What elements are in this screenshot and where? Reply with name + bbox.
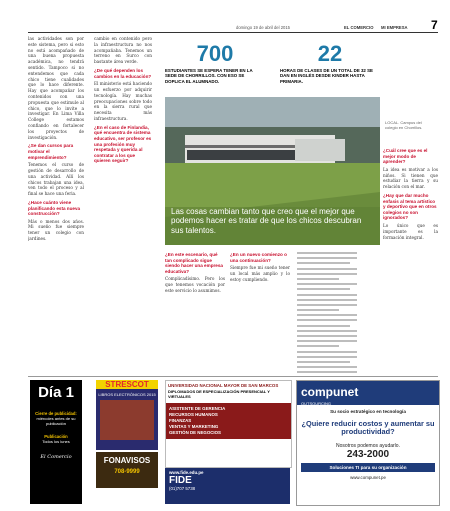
col4-question-2: ¿Hay que dar mucho enfasis al tema artístico y deportivo que en otros colegios no son ignorados? (383, 192, 437, 221)
col3-answer-2: Siempre fue mi sueño tener un local más amplio y lo estoy cumpliendo. (230, 265, 290, 282)
compunet-phone: 243-2000 (346, 448, 390, 460)
col3-question-2: ¿En un nuevo comienzo o una continuación? (230, 252, 287, 263)
uni-title: UNIVERSIDAD NACIONAL MAYOR DE SAN MARCOS (168, 383, 279, 388)
compunet-web: www.compunet.pe (350, 474, 386, 480)
ad-fonavisos[interactable] (96, 452, 158, 488)
header-paper: EL COMERCIO (344, 25, 374, 30)
uni-item-4: VENTAS Y MARKETING (169, 424, 219, 429)
fide-title: FIDE (169, 475, 192, 486)
uni-items (166, 403, 291, 439)
stat2-number: 22 (317, 41, 343, 66)
compunet-tagline: Su socio estratégico en tecnología (330, 409, 406, 414)
school-photo (165, 97, 380, 245)
dia1-brand: El Comercio (40, 454, 72, 460)
strescot-visual (100, 400, 154, 440)
col1-answer-1: Tenemos el curso de gestión de desarrollo de una actividad. Allí los chicos trabajan una idea, ven todo el proceso y al final se hace una feria. (28, 162, 84, 197)
compunet-subtitle: OUTSOURCING (301, 401, 331, 406)
col1-question-1: ¿Se dan cursos para motivar el emprendimiento? (28, 143, 74, 160)
uni-subtitle: DIPLOMADOS DE ESPECIALIZACIÓN PRESENCIAL Y VIRTUALES (168, 389, 270, 399)
column-3 (165, 252, 225, 373)
stat-700 (165, 42, 265, 92)
column-2 (94, 36, 152, 373)
stat1-number: 700 (196, 41, 234, 66)
compunet-cta: Nosotros podemos ayudarlo. (336, 442, 400, 449)
fonavisos-phone: 708-9999 (114, 469, 140, 475)
col2-question-2: ¿En el caso de Finlandia, qué encuentra de sistema educativo, ser profesor es una profesión muy respetada y querida al contratar a los que quieren seguir? (94, 124, 152, 164)
stat2-text: HORAS DE CLASES DE UN TOTAL DE 32 SE DAN EN INGLÉS DESDE KINDER HASTA PRIMARIA. (280, 68, 373, 84)
strescot-text: LIBROS ELECTRÓNICOS 2015 (98, 392, 156, 397)
dia1-publication-detail: Todos los lunes (42, 439, 70, 444)
col1-intro: las actividades son por este sistema, pero si esto no está acompañado de una buena propuesta académica, no tendrá sentido. Tampoco si no entendemos que cada chico tiene cualidades que lo hace diferente. Hay que acompañar los contenidos con una propuesta que estimule al chico, que lo invite a investigar. En Lima Villa College estamos confiando en fortalecer los proyectos de investigación. (28, 36, 84, 140)
header-date: domingo 19 de abril del 2015 (236, 25, 291, 30)
column-4 (383, 148, 438, 373)
uni-item-3: FINANZAS (169, 418, 192, 423)
col2-answer-1: El ministerio está haciendo un esfuerzo por adquirir tecnología. Hay muchas preocupaciones sobre todo en la sierra rural que necesita más infraestructura. (94, 81, 152, 121)
column-1 (28, 36, 84, 373)
compunet-solutions: Soluciones TI para su organización (301, 463, 435, 472)
column-3c-text (297, 252, 357, 373)
ad-university[interactable] (165, 380, 292, 468)
col1-question-2: ¿Hace cuánto viene planificando esta nueva construcción? (28, 199, 81, 217)
compunet-logo: compunet (301, 385, 359, 399)
uni-item-1: ASISTENTE DE GERENCIA (169, 406, 226, 411)
col3-answer-1: Complicadísimo. Pero los que tenemos vocación por este servicio lo asumimos. (165, 276, 225, 293)
strescot-title: STRESCOT (96, 380, 158, 389)
stat-22 (280, 42, 380, 92)
dia1-title: Día 1 (38, 384, 74, 401)
fonavisos-title: FONAVISOS (103, 456, 151, 465)
col4-answer-1: La idea es motivar a los niños. Si tienen que estudiar la tierra y su relación con el mar. (383, 166, 438, 190)
stat1-text: ESTUDIANTES SE ESPERA TENER EN LA SEDE DE CHORRILLOS. CON ESO SE DOPLICA EL ALUMNADO. (165, 68, 253, 84)
header-rule (28, 32, 438, 33)
compunet-question: ¿Quiere reducir costos y aumentar su productividad? (301, 419, 435, 437)
uni-item-5: GESTIÓN DE NEGOCIOS (169, 430, 221, 435)
col2-intro: cambio en contenido pero la infraestructura no nos acompañaba. Tenemos un terreno en Surco con bastante área verde. (94, 36, 152, 65)
dia1-closing: Cierre de publicidad: (35, 411, 77, 416)
fide-web: www.fide.edu.pe (169, 470, 204, 475)
compunet-header (297, 381, 439, 405)
ad-fide[interactable] (165, 468, 290, 504)
column-3b (230, 252, 290, 373)
photo-credit: LOCAL. Campus del colegio en Chorrillos. (385, 120, 423, 130)
col2-question-1: ¿De qué dependen los cambios en la educación? (94, 67, 152, 79)
col3-question-1: ¿En este escenario, qué tan complicado sigue siendo hacer una empresa educativa? (165, 252, 223, 274)
col4-answer-2: Lo único que es importante es la formación integral. (383, 222, 438, 240)
col1-answer-2: Más o menos dos años. Mi sueño fue siempre tener un colegio con jardines. (28, 218, 84, 242)
dia1-publication: Publicación (44, 434, 68, 439)
fide-phone: (01)707 5738 (169, 486, 196, 491)
uni-item-2: RECURSOS HUMANOS (169, 412, 218, 417)
header-section: MI EMPRESA (381, 25, 408, 30)
photo-caption: Las cosas cambian tanto que creo que el mejor que podemos hacer es tratar de que los chicos descubran sus talentos. (171, 207, 362, 235)
ad-compunet[interactable] (296, 380, 440, 506)
ads-rule (28, 376, 438, 377)
ad-dia1[interactable] (30, 380, 82, 504)
col4-question-1: ¿Cuál cree que es el mejor modo de aprender? (383, 148, 428, 165)
page-number: 7 (431, 18, 438, 32)
dia1-closing-detail: miércoles antes de su publicación (36, 416, 76, 426)
ad-strescot[interactable] (96, 380, 158, 450)
page-header (0, 0, 450, 34)
